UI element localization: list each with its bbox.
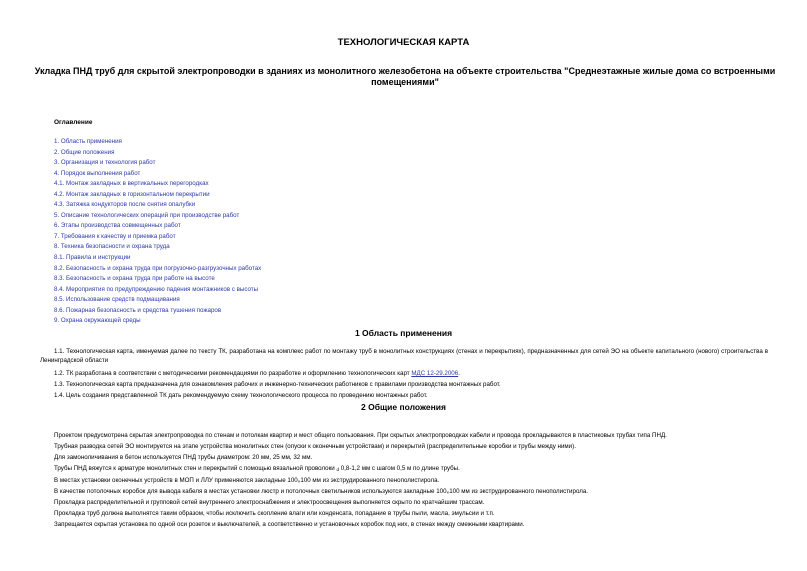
insert-line-start: В местах установки оконечных устройств в МОП и ЛЛУ применяются закладные 100 bbox=[54, 477, 298, 484]
toc-link[interactable]: 1. Область применения bbox=[54, 138, 122, 145]
times-sign: × bbox=[297, 479, 301, 484]
toc-link[interactable]: 8.1. Правила и инструкции bbox=[54, 254, 131, 262]
paragraph-1-1: 1.1. Технологическая карта, именуемая далее по тексту ТК, разработана на комплекс работ по монтажу труб в монолитных конструкциях (стенах и перекрытиях), предназначенных для сетей ЭО на объекте капитального (нового) строительства в Ленинградской области bbox=[40, 348, 768, 364]
paragraph-1-4: 1.4. Цель создания представленной ТК дать рекомендуемую схему технологического процесса по проведению монтажных работ. bbox=[54, 392, 428, 399]
toc-link[interactable]: 3. Организация и технология работ bbox=[54, 159, 156, 167]
toc-link[interactable]: 8.3. Безопасность и охрана труда при работе на высоте bbox=[54, 275, 215, 283]
section-2-line: Прокладка труб должна выполнятся таким образом, чтобы исключить скопление влаги или конденсата, попадание в трубы пыли, масла, эмульсии и т.п. bbox=[54, 510, 495, 517]
section-2-line bbox=[54, 487, 794, 497]
toc-link[interactable]: 8.4. Мероприятия по предупреждению падения монтажников с высоты bbox=[54, 285, 259, 293]
toc-link[interactable]: 4. Порядок выполнения работ bbox=[54, 169, 141, 177]
paragraph-1-2-end: . bbox=[458, 370, 460, 377]
section-2-line: Прокладка распределительной и групповой сетей внутреннего электроснабжения и электроосвещения выполняется скрыто по кратчайшим трассам. bbox=[54, 499, 485, 506]
section-2-line bbox=[54, 476, 794, 486]
toc-link[interactable]: 8. Техника безопасности и охрана труда bbox=[54, 243, 170, 251]
paragraph-1-3: 1.3. Технологическая карта предназначена для ознакомления рабочих и инженерно-технических работников с правилами производства монтажных работ. bbox=[54, 381, 501, 388]
toc-link[interactable]: 8.2. Безопасность и охрана труда при погрузочно-разгрузочных работах bbox=[54, 264, 262, 272]
section-2-heading: 2 Общие положения bbox=[361, 402, 446, 412]
toc-link[interactable]: 6. Этапы производства совмещенных работ bbox=[54, 222, 181, 230]
section-2-line: Трубная разводка сетей ЭО монтируется на этапе устройства монолитных стен (опуски к оконечным устройствам) и перекрытий (распределительные коробки и трубы между ними). bbox=[54, 443, 576, 450]
section-2-line: Для замоноличивания в бетон используется ПНД трубы диаметром: 20 мм, 25 мм, 32 мм. bbox=[54, 454, 313, 461]
wire-line-end: 0,8-1,2 мм с шагом 0,5 м по длине трубы. bbox=[339, 465, 460, 472]
toc-link[interactable]: 4.2. Монтаж закладных в горизонтальном перекрытии bbox=[54, 190, 210, 198]
section-1-heading: 1 Область применения bbox=[354, 328, 453, 338]
wire-line-start: Трубы ПНД вяжутся к арматуре монолитных стен и перекрытий с помощью вязальной проволоки bbox=[54, 465, 337, 472]
ceiling-box-line-end: 100 мм из экструдированного пенополистирола. bbox=[449, 488, 589, 495]
insert-line-end: 100 мм из экструдированного пенополистирола. bbox=[300, 477, 440, 484]
toc-link[interactable]: 7. Требования к качеству и приемка работ bbox=[54, 232, 176, 240]
toc-link[interactable]: 8.5. Использование средств подмащивания bbox=[54, 296, 180, 304]
diameter-symbol: d bbox=[336, 467, 339, 472]
toc-heading: Оглавление bbox=[54, 119, 93, 126]
toc-link[interactable]: 4.1. Монтаж закладных в вертикальных перегородках bbox=[54, 180, 209, 188]
mds-link[interactable]: МДС 12-29.2006 bbox=[411, 370, 459, 377]
ceiling-box-line-start: В качестве потолочных коробок для вывода кабеля в местах установки люстр и потолочных светильников используются закладные 100 bbox=[54, 488, 447, 495]
toc-link[interactable]: 2. Общие положения bbox=[54, 148, 115, 156]
toc-link[interactable]: 5. Описание технологических операций при производстве работ bbox=[54, 211, 240, 219]
section-2-line bbox=[54, 464, 794, 474]
document-title: ТЕХНОЛОГИЧЕСКАЯ КАРТА bbox=[337, 37, 470, 48]
toc-link[interactable]: 4.3. Затяжка кондукторов после снятия опалубки bbox=[54, 201, 196, 209]
toc-link[interactable]: 9. Охрана окружающей среды bbox=[54, 317, 141, 325]
paragraph-1-2-text: 1.2. ТК разработана в соответствии с методическими рекомендациями по разработке и оформлению технологических карт bbox=[54, 370, 412, 377]
toc-link[interactable]: 8.6. Пожарная безопасность и средства тушения пожаров bbox=[54, 306, 222, 314]
paragraph-1-2 bbox=[54, 369, 774, 378]
section-2-line: Запрещается скрытая установка по одной оси розеток и выключателей, а соответственно и установочных коробок под них, в стенах между смежными квартирами. bbox=[54, 521, 525, 528]
table-of-contents bbox=[54, 137, 261, 327]
document-subtitle: Укладка ПНД труб для скрытой электропроводки в зданиях из монолитного железобетона на объекте строительства "Среднеэтажные жилые дома со встроенными помещениями" bbox=[34, 66, 776, 87]
times-sign: × bbox=[446, 490, 450, 495]
section-2-line: Проектом предусмотрена скрытая электропроводка по стенам и потолкам квартир и мест общего пользования. При скрытых электропроводках кабели и провода прокладываются в пластиковых трубах типа ПНД. bbox=[54, 432, 667, 439]
